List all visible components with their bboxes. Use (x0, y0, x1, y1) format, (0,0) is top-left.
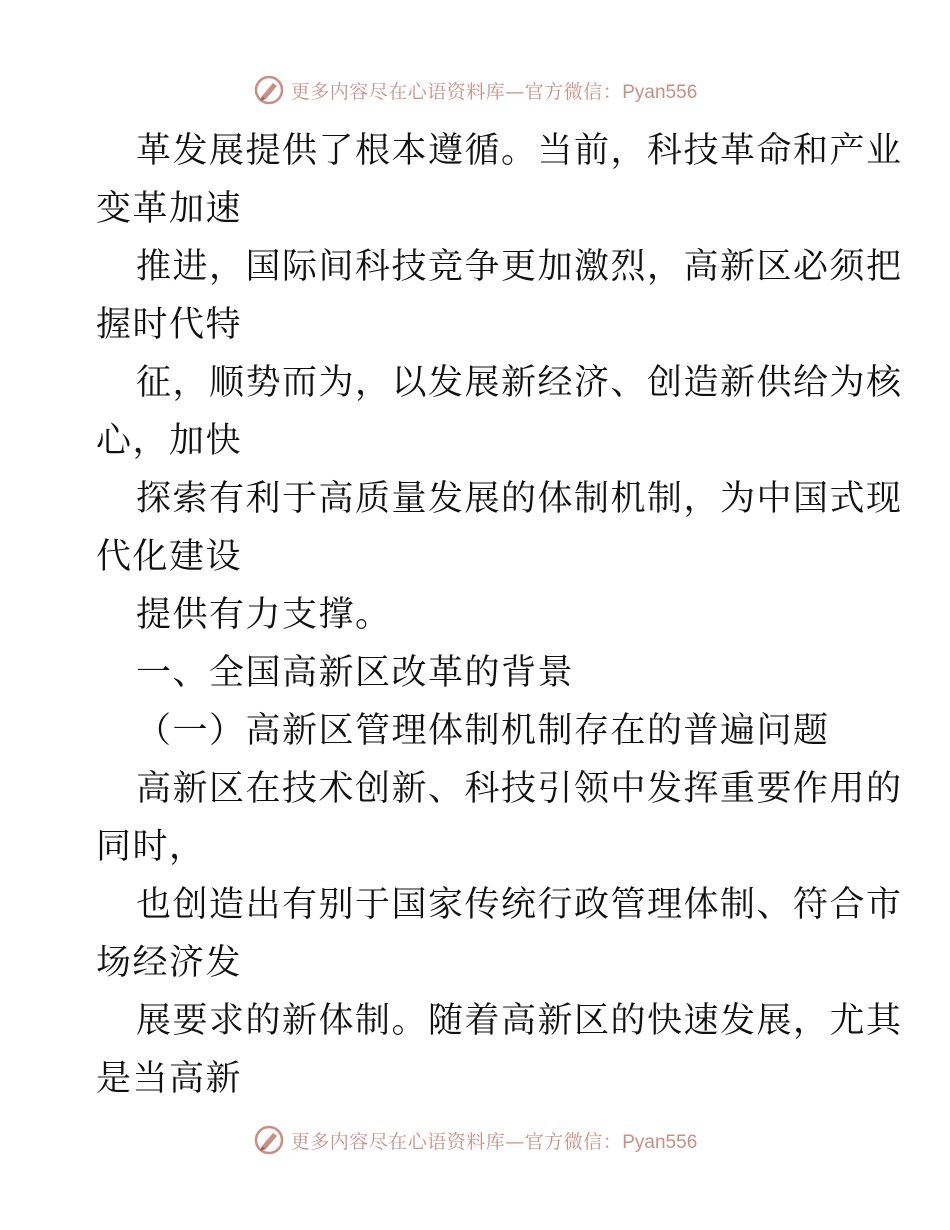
paragraph-line: 探索有利于高质量发展的体制机制，为中国式现 (136, 479, 903, 519)
document-body (96, 122, 903, 1108)
paragraph-line: 革发展提供了根本遵循。当前，科技革命和产业 (136, 131, 903, 171)
paragraph-line: 场经济发 (96, 943, 243, 983)
watermark-text-en: Pyan556 (622, 81, 698, 103)
pen-logo-icon (253, 74, 285, 106)
paragraph-line: 是当高新 (96, 1059, 243, 1099)
watermark-text-cn: 更多内容尽在心语资料库—官方微信： (290, 1130, 623, 1153)
paragraph-line: 高新区在技术创新、科技引领中发挥重要作用的 (136, 769, 903, 809)
paragraph-line: 代化建设 (96, 537, 243, 577)
footer-watermark (0, 1120, 950, 1160)
section-heading: 一、全国高新区改革的背景 (136, 653, 575, 693)
paragraph-line: 握时代特 (96, 305, 243, 345)
paragraph-line: 展要求的新体制。随着高新区的快速发展，尤其 (136, 1001, 903, 1041)
subsection-heading: （一）高新区管理体制机制存在的普遍问题 (136, 711, 830, 751)
paragraph-line: 提供有力支撑。 (136, 595, 392, 635)
paragraph-line: 征，顺势而为，以发展新经济、创造新供给为核 (136, 363, 903, 403)
paragraph-line: 同时， (96, 827, 206, 867)
paragraph-line: 也创造出有别于国家传统行政管理体制、符合市 (136, 885, 903, 925)
header-watermark (0, 70, 950, 110)
watermark-text (291, 1127, 698, 1154)
watermark-text (291, 77, 698, 104)
paragraph-line: 变革加速 (96, 189, 243, 229)
paragraph-line: 心，加快 (96, 421, 243, 461)
watermark-text-en: Pyan556 (622, 1131, 698, 1153)
pen-logo-icon (253, 1124, 285, 1156)
watermark-text-cn: 更多内容尽在心语资料库—官方微信： (290, 80, 623, 103)
paragraph-line: 推进，国际间科技竞争更加激烈，高新区必须把 (136, 247, 903, 287)
